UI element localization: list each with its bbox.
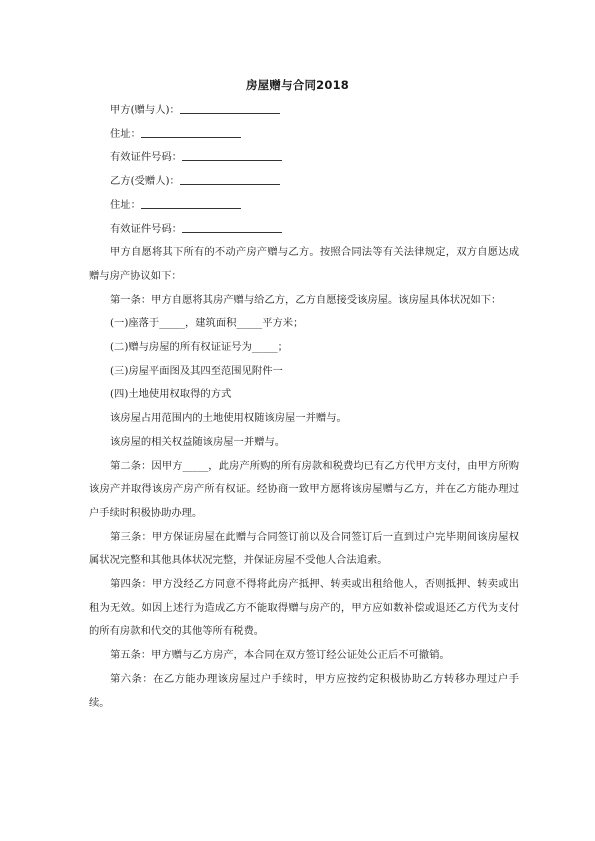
clause-3: 第三条：甲方保证房屋在此赠与合同签订前以及合同签订后一直到过户完毕期间该房屋权属状况完整和其他具体状况完整，并保证房屋不受他人合法追索。: [89, 530, 519, 567]
party-field: [89, 170, 519, 194]
field-label: 有效证件号码：: [110, 151, 183, 164]
party-fields: [89, 99, 519, 241]
clause-1: 第一条：甲方自愿将其房产赠与给乙方，乙方自愿接受该房屋。该房屋具体状况如下：: [110, 293, 502, 306]
party-field: [89, 146, 519, 170]
party-field: [89, 194, 519, 218]
clause-4: 第四条：甲方没经乙方同意不得将此房产抵押、转卖或出租给他人，否则抵押、转卖或出租为无效。如因上述行为造成乙方不能取得赠与房产的，甲方应如数补偿或退还乙方代为支付的所有房款和代交的其他等所有税费。: [89, 578, 519, 638]
field-blank-line[interactable]: [182, 221, 282, 233]
party-field: [89, 99, 519, 123]
field-label: 乙方(受赠人)：: [110, 175, 180, 188]
property-item: 该房屋占用范围内的土地使用权随该房屋一并赠与。: [110, 412, 347, 425]
property-item: (三)房屋平面图及其四至范围见附件一: [110, 364, 283, 377]
property-items: [89, 312, 519, 454]
clauses-list: [89, 455, 519, 716]
clause-6: 第六条：在乙方能办理该房屋过户手续时，甲方应按约定积极协助乙方转移办理过户手续。: [89, 672, 519, 709]
field-label: 甲方(赠与人)：: [110, 104, 180, 116]
field-label: 住址：: [110, 198, 141, 211]
party-field: [89, 218, 519, 242]
field-blank-line[interactable]: [141, 197, 241, 209]
field-label: 有效证件号码：: [110, 222, 183, 235]
property-item: (二)赠与房屋的所有权证证号为_____；: [110, 341, 288, 354]
field-blank-line[interactable]: [182, 149, 282, 161]
intro-paragraph: 甲方自愿将其下所有的不动产房产赠与乙方。按照合同法等有关法律规定，双方自愿达成赠与房产协议如下：: [89, 246, 519, 282]
field-blank-line[interactable]: [180, 102, 280, 114]
party-field: [89, 123, 519, 147]
field-label: 住址：: [110, 127, 141, 140]
property-item: (一)座落于_____，建筑面积_____平方米；: [110, 317, 304, 330]
document-body: [89, 99, 519, 715]
field-blank-line[interactable]: [141, 126, 241, 138]
field-blank-line[interactable]: [180, 173, 280, 185]
property-item: (四)土地使用权取得的方式: [110, 388, 232, 401]
clause-2: 第二条：因甲方_____，此房产所购的所有房款和税费均已有乙方代甲方支付，由甲方所购该房产并取得该房产房产所有权证。经协商一致甲方愿将该房屋赠与乙方，并在乙方能办理过户手续时积极协助办理。: [89, 459, 519, 519]
property-item: 该房屋的相关权益随该房屋一并赠与。: [110, 435, 286, 448]
document-title: 房屋赠与合同2018: [245, 78, 349, 92]
clause-5: 第五条：甲方赠与乙方房产，本合同在双方签订经公证处公正后不可撤销。: [110, 649, 450, 662]
